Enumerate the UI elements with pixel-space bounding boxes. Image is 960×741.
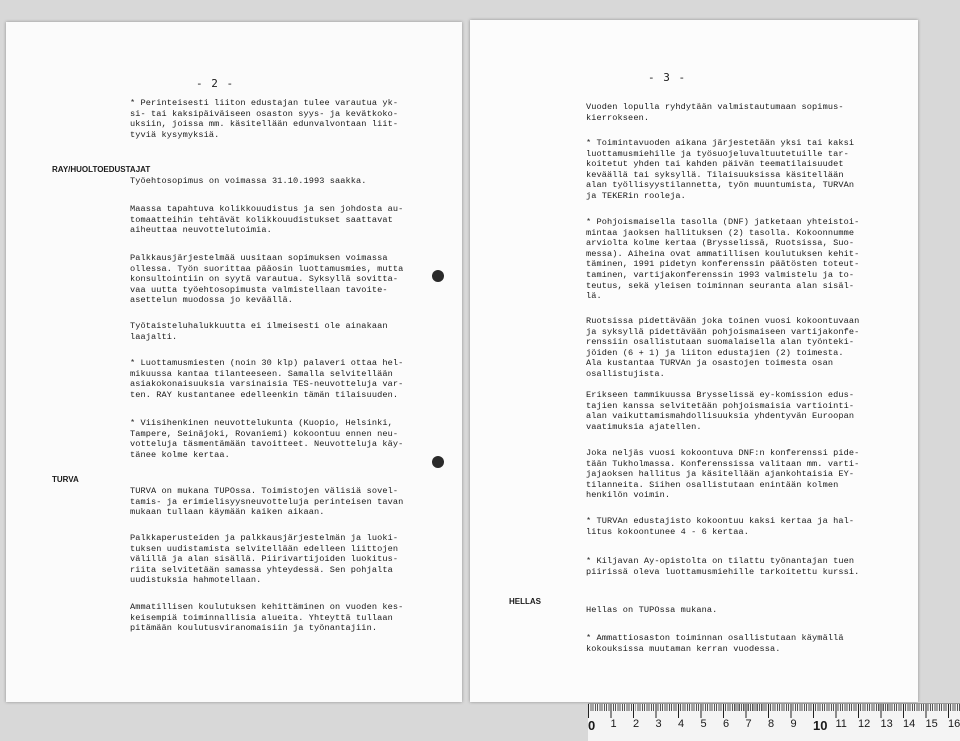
paragraph-right-1: Vuoden lopulla ryhdytään valmistautumaan sopimus- kierrokseen. bbox=[586, 102, 844, 123]
scale-ruler bbox=[588, 703, 960, 741]
ruler-number: 7 bbox=[745, 718, 752, 730]
side-label-turva: TURVA bbox=[52, 475, 79, 484]
paragraph-right-3: * Pohjoismaisella tasolla (DNF) jatketaan yhteistoi- mintaa jaoksen hallituksen (2) tasolla. Kokoonnumme arviolta kolme kertaa (Brysselissä, Ruotsissa, Suo- messa). Aiheina ovat ammatillisen koulutuksen kehit- täminen, 1991 pidetyn konferenssin päätösten toteut- taminen, vartijakonferenssin 1993 valmistelu ja to- teutus, sekä yleisen toiminnan seuranta alan sisäl- lä. bbox=[586, 217, 860, 302]
ruler-numbers bbox=[588, 718, 960, 733]
paragraph-right-7: * TURVAn edustajisto kokoontuu kaksi kertaa ja hal- litus kokoontunee 4 - 6 kertaa. bbox=[586, 516, 855, 537]
page-number-left: - 2 - bbox=[196, 77, 235, 90]
ruler-number: 16 bbox=[948, 718, 960, 730]
paragraph-left-10: Ammatillisen koulutuksen kehittäminen on vuoden kes- keisempiä toiminnallisia alueita. Yhteyttä tullaan pitämään koulutusviranomaisiin ja työnantajiin. bbox=[130, 602, 404, 634]
ruler-number: 9 bbox=[790, 718, 797, 730]
ruler-number: 0 bbox=[588, 718, 596, 733]
ruler-number: 8 bbox=[768, 718, 775, 730]
ruler-number: 10 bbox=[813, 718, 828, 733]
paragraph-left-4: Palkkausjärjestelmää uusitaan sopimuksen voimassa ollessa. Työn suorittaa pääosin luottamusmies, mutta konsultointiin on syytä varautua. Syksyllä sovitta- vaa uutta työehtosopimusta valmistellaan tavoite- asettelun muodossa jo keväällä. bbox=[130, 253, 404, 306]
paragraph-left-3: Maassa tapahtuva kolikkouudistus ja sen johdosta au- tomaatteihin tehtävät kolikkouudistukset saattavat aiheuttaa neuvottelutoimia. bbox=[130, 204, 404, 236]
side-label-hellas: HELLAS bbox=[509, 597, 541, 606]
paragraph-right-4: Ruotsissa pidettävään joka toinen vuosi kokoontuvaan ja syksyllä pidettävään pohjoismaiseen vartijakonfe- renssiin osallistutaan suomalaisella alan työnteki- jöiden (6 + 1) ja liiton edustajien (2) toimesta. Ala kustantaa TURVAn ja osastojen toimesta osan osallistujista. bbox=[586, 316, 860, 379]
paragraph-left-8: TURVA on mukana TUPOssa. Toimistojen välisiä sovel- tamis- ja erimielisyysneuvotteluja perinteisen tavan mukaan tullaan käymään kaiken aikaan. bbox=[130, 486, 404, 518]
paragraph-right-8: * Kiljavan Ay-opistolta on tilattu työnantajan tuen piirissä oleva luottamusmiehille tarkoitettu kurssi. bbox=[586, 556, 860, 577]
paragraph-left-9: Palkkaperusteiden ja palkkausjärjestelmän ja luoki- tuksen uudistamista selvitellään edelleen liittojen välillä ja alan sisällä. Piirivartijoiden luokitus- riita selvitetään samassa yhteydessä. Sen pohjalta uudistuksia hahmotellaan. bbox=[130, 533, 399, 586]
paragraph-right-10: * Ammattiosaston toiminnan osallistutaan käymällä kokouksissa muutaman kerran vuodessa. bbox=[586, 633, 844, 654]
punch-hole bbox=[432, 456, 444, 468]
paragraph-left-5: Työtaisteluhalukkuutta ei ilmeisesti ole ainakaan laajalti. bbox=[130, 321, 388, 342]
paragraph-left-1: * Perinteisesti liiton edustajan tulee varautua yk- si- tai kaksipäiväiseen osaston syys- ja kevätkoko- uksiin, joissa mm. käsitellään edunvalvontaan liit- tyviä kysymyksiä. bbox=[130, 98, 399, 140]
ruler-number: 2 bbox=[633, 718, 640, 730]
ruler-number: 12 bbox=[858, 718, 871, 730]
ruler-number: 5 bbox=[700, 718, 707, 730]
ruler-number: 1 bbox=[610, 718, 617, 730]
ruler-number: 14 bbox=[903, 718, 916, 730]
ruler-number: 4 bbox=[678, 718, 685, 730]
ruler-number: 13 bbox=[880, 718, 893, 730]
page-number-right: - 3 - bbox=[648, 71, 687, 84]
paragraph-left-2: Työehtosopimus on voimassa 31.10.1993 saakka. bbox=[130, 176, 367, 186]
ruler-number: 6 bbox=[723, 718, 730, 730]
paragraph-right-2: * Toimintavuoden aikana järjestetään yksi tai kaksi luottamusmiehille ja työsuojeluvaltuutetuille tar- koitetut yhden tai kahden päivän teematilaisuudet keväällä tai syksyllä. Tilaisuuksissa käsitellään alan työllisyystilannetta, työn muuntumista, TURVAn ja TEKERin rooleja. bbox=[586, 138, 855, 201]
paragraph-right-6: Joka neljäs vuosi kokoontuva DNF:n konferenssi pide- tään Tukholmassa. Konferenssissa valitaan mm. varti- jajaoksen hallitus ja käsitellään ajankohtaisia EY- tilanneita. Siihen osallistutaan enintään kolmen henkilön voimin. bbox=[586, 448, 860, 501]
paragraph-left-6: * Luottamusmiesten (noin 30 klp) palaveri ottaa hel- mikuussa kantaa tilanteeseen. Samalla selvitellään asiakokonaisuuksia varsinaisia TES-neuvotteluja var- ten. RAY kustantanee edelleenkin tämän tilaisuuden. bbox=[130, 358, 404, 400]
side-label-ray: RAY/HUOLTOEDUSTAJAT bbox=[52, 165, 151, 174]
ruler-number: 3 bbox=[655, 718, 662, 730]
ruler-ticks bbox=[588, 704, 960, 718]
paragraph-right-5: Erikseen tammikuussa Brysselissä ey-komission edus- tajien kanssa selvitetään pohjoismaisia vartiointi- alan vaikuttamismahdollisuuksia yhdentyvän Euroopan vaatimuksia ajatellen. bbox=[586, 390, 855, 432]
punch-hole bbox=[432, 270, 444, 282]
ruler-number: 15 bbox=[925, 718, 938, 730]
paragraph-left-7: * Viisihenkinen neuvottelukunta (Kuopio, Helsinki, Tampere, Seinäjoki, Rovaniemi) kokoontuu ennen neu- votteluja täsmentämään tavoitteet. Neuvotteluja käy- tänee kolme kertaa. bbox=[130, 418, 404, 460]
paragraph-right-9: Hellas on TUPOssa mukana. bbox=[586, 605, 718, 615]
ruler-number: 11 bbox=[835, 718, 847, 730]
